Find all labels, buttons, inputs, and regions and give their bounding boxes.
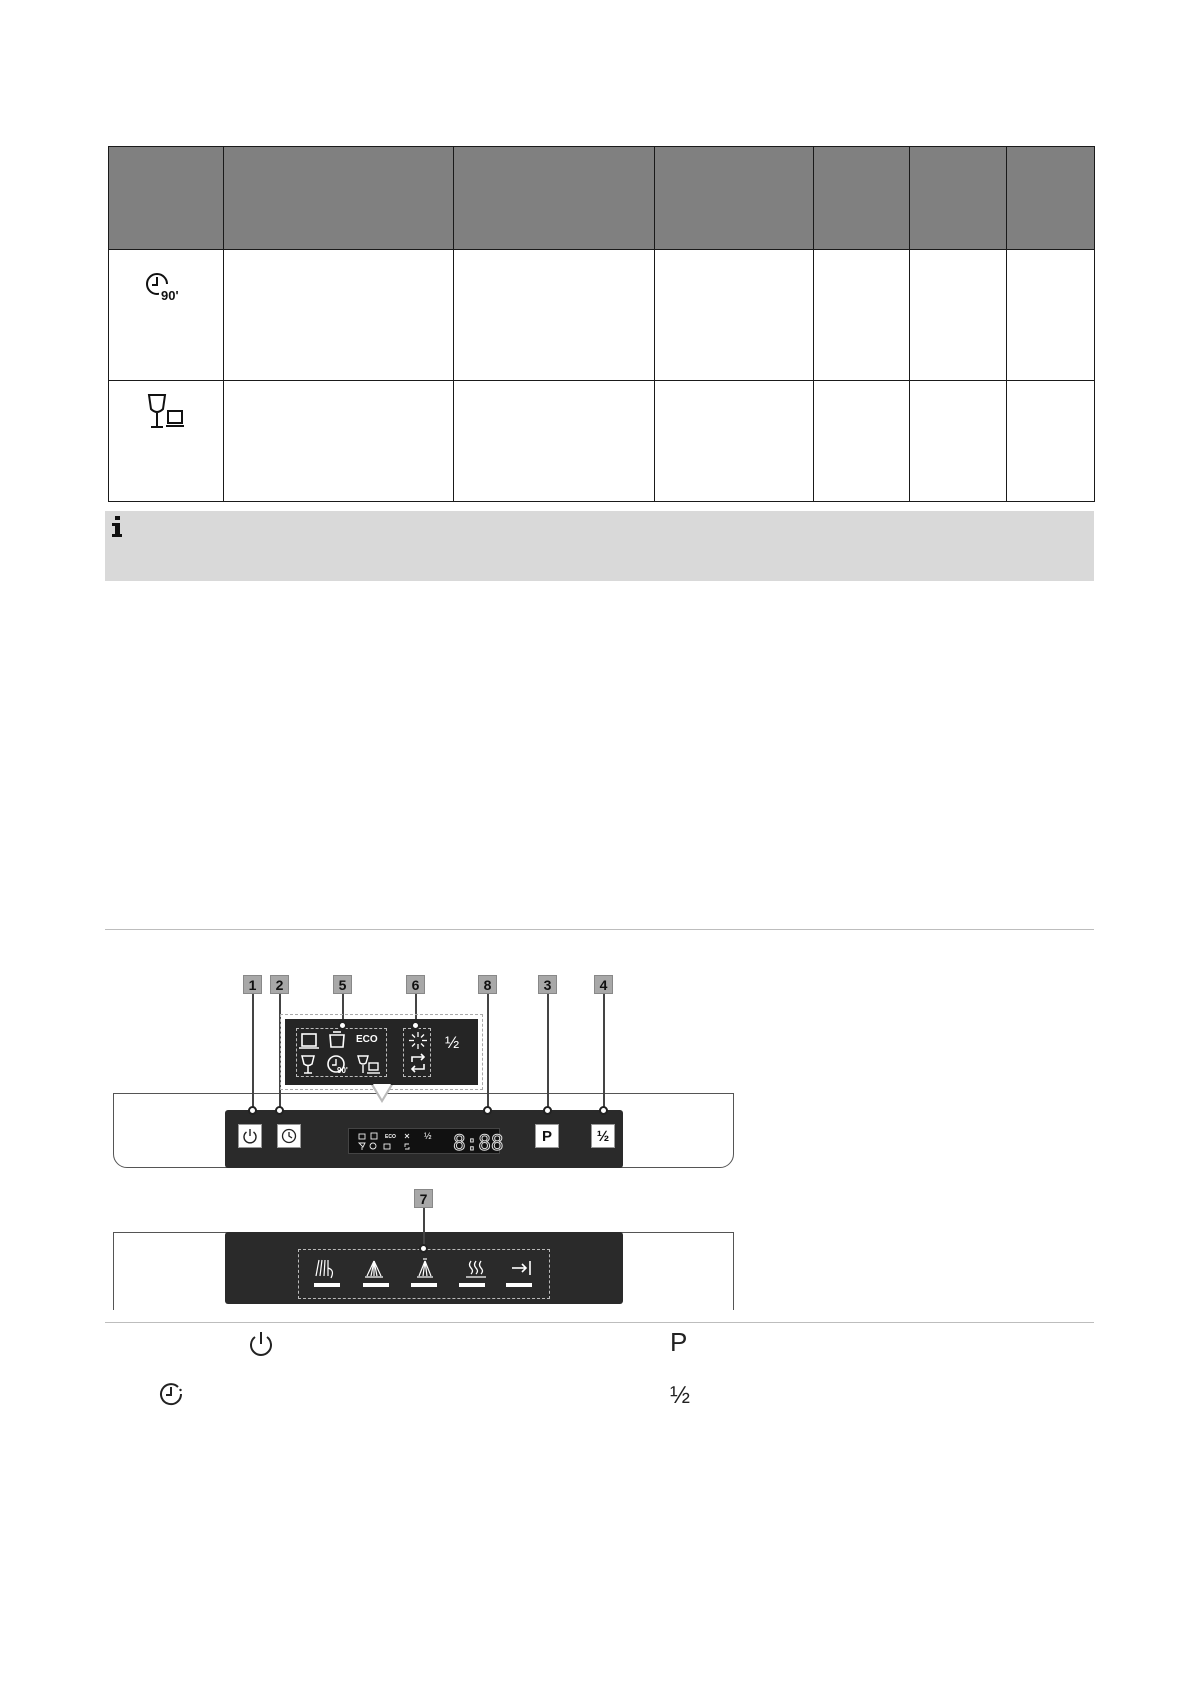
- glass-and-cup-icon: [358, 1056, 380, 1073]
- delay-timer-icon: [158, 1381, 184, 1407]
- leader-line: [252, 994, 254, 1111]
- legend-program-letter: P: [670, 1327, 688, 1357]
- table-cell: [1007, 250, 1095, 381]
- callout-2: 2: [270, 975, 289, 994]
- program-table: [108, 146, 1095, 502]
- callout-dot: [411, 1021, 420, 1030]
- quick-90-icon: [145, 272, 187, 304]
- table-cell: [454, 250, 655, 381]
- table-cell: [655, 381, 814, 502]
- option-icons: [406, 1031, 430, 1075]
- prewash-icon: [316, 1260, 332, 1278]
- table-header-cell: [109, 147, 224, 250]
- leader-line: [279, 994, 281, 1111]
- rinse-spray-icon: [417, 1259, 433, 1277]
- table-cell: [454, 381, 655, 502]
- divider: [105, 929, 1094, 930]
- delay-button[interactable]: [277, 1124, 301, 1148]
- callout-3: 3: [538, 975, 557, 994]
- table-row: [109, 381, 1095, 502]
- display-zoom-box: [285, 1019, 478, 1085]
- mini-half-label: ½: [424, 1131, 432, 1141]
- leader-line: [547, 994, 549, 1111]
- program-icon-cell: [109, 250, 224, 381]
- function-bar: [411, 1283, 437, 1287]
- table-row: [109, 250, 1095, 381]
- end-icon: [512, 1261, 530, 1275]
- mini-indicators: [357, 1132, 447, 1152]
- table-cell: [814, 250, 910, 381]
- leader-line: [487, 994, 489, 1111]
- callout-1: 1: [243, 975, 262, 994]
- function-icons: [313, 1258, 539, 1282]
- half-load-button[interactable]: [591, 1124, 615, 1148]
- auto-icon: [330, 1032, 344, 1047]
- callout-5: 5: [333, 975, 352, 994]
- glass-icon: [302, 1056, 314, 1073]
- program-button[interactable]: [535, 1124, 559, 1148]
- callout-dot: [248, 1106, 257, 1115]
- table-header-row: [109, 147, 1095, 250]
- callout-dot: [419, 1244, 428, 1253]
- table-header-cell: [655, 147, 814, 250]
- spray-arm-icon: [365, 1261, 383, 1277]
- power-icon: [242, 1128, 258, 1144]
- zoom-pointer: [371, 1085, 393, 1103]
- power-button[interactable]: [238, 1124, 262, 1148]
- callout-7: 7: [414, 1189, 433, 1208]
- half-load-button-label: ½: [596, 1127, 610, 1145]
- rinse-aid-icon: [409, 1032, 427, 1049]
- salt-refill-icon: [412, 1054, 424, 1072]
- table-cell: [224, 381, 454, 502]
- table-header-cell: [910, 147, 1007, 250]
- program-button-label: P: [541, 1127, 552, 1145]
- function-indicator-group: [298, 1249, 550, 1299]
- table-header-cell: [454, 147, 655, 250]
- callout-dot: [338, 1021, 347, 1030]
- quick-90-icon: [328, 1056, 348, 1075]
- eco-label: ECO: [356, 1034, 378, 1045]
- drying-icon: [466, 1261, 486, 1277]
- info-icon: [112, 516, 122, 538]
- time-display: 8:88: [453, 1131, 504, 1155]
- function-bar: [314, 1283, 340, 1287]
- table-cell: [910, 381, 1007, 502]
- callout-dot: [275, 1106, 284, 1115]
- quick-90-label: 90': [161, 288, 179, 303]
- table-cell: [224, 250, 454, 381]
- table-cell: [655, 250, 814, 381]
- table-header-cell: [224, 147, 454, 250]
- callout-dot: [483, 1106, 492, 1115]
- table-cell: [910, 250, 1007, 381]
- power-icon: [248, 1330, 274, 1358]
- delay-timer-icon: [281, 1128, 297, 1144]
- legend-delay: [158, 1381, 184, 1407]
- callout-8: 8: [478, 975, 497, 994]
- mini-eco-label: ECO: [385, 1134, 396, 1140]
- table-header-cell: [814, 147, 910, 250]
- legend-power: [248, 1330, 274, 1358]
- legend-half-load: ½: [670, 1382, 691, 1409]
- intensive-icon: [299, 1034, 319, 1048]
- callout-dot: [599, 1106, 608, 1115]
- function-bar: [459, 1283, 485, 1287]
- info-note-box: [105, 511, 1094, 581]
- table-header-cell: [1007, 147, 1095, 250]
- divider: [105, 1322, 1094, 1323]
- callout-4: 4: [594, 975, 613, 994]
- table-cell: [814, 381, 910, 502]
- table-cell: [1007, 381, 1095, 502]
- mini-display: [348, 1128, 504, 1155]
- leader-line: [603, 994, 605, 1111]
- callout-6: 6: [406, 975, 425, 994]
- callout-dot: [543, 1106, 552, 1115]
- function-bar: [506, 1283, 532, 1287]
- glass-and-cup-icon: [146, 393, 186, 433]
- program-icon-cell: [109, 381, 224, 502]
- quick-90-label: 90': [337, 1066, 348, 1075]
- function-bar: [363, 1283, 389, 1287]
- half-load-indicator: ½: [445, 1033, 460, 1052]
